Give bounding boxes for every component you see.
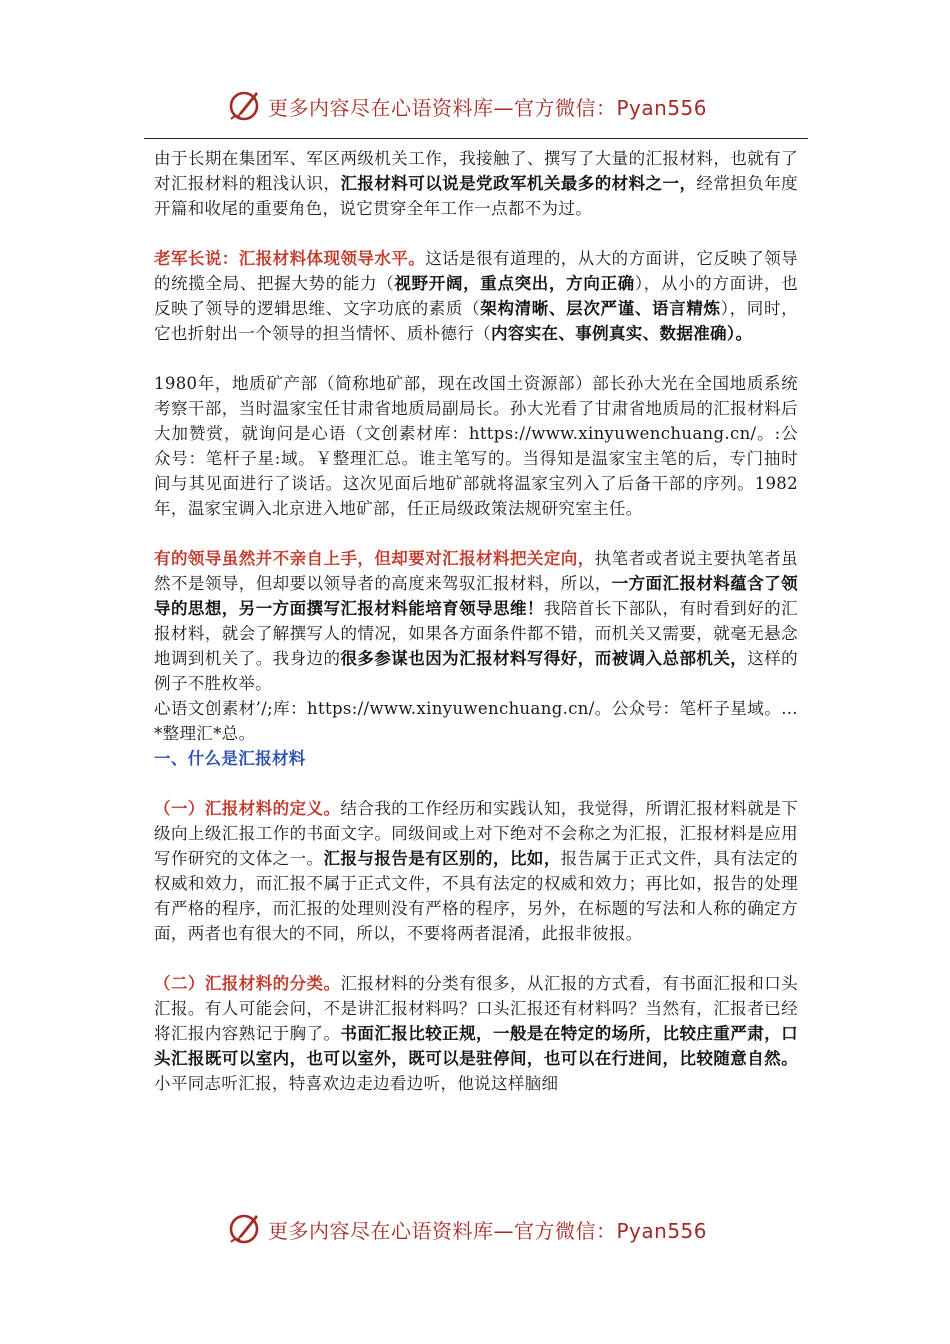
bold-run: 视野开阔，重点突出，方向正确 xyxy=(394,274,635,293)
paragraph-definition xyxy=(154,796,798,946)
bold-run: 架构清晰、层次严谨、语言精炼 xyxy=(480,299,721,318)
text-run: 小平同志听汇报，特喜欢边走边看边听，他说这样脑细 xyxy=(154,1074,559,1093)
paragraph-classification xyxy=(154,971,798,1096)
text-run: ），从小的方面讲，也反映了领导的逻辑思维、文字功底的素质（ xyxy=(154,274,798,318)
document-body xyxy=(154,146,798,1096)
text-run: 执笔者或者说主要执笔者虽然不是领导，但却要以领导者的高度来驾驭汇报材料，所以， xyxy=(154,549,798,593)
quill-logo-icon xyxy=(226,88,262,124)
section-heading: 一、什么是汇报材料 xyxy=(154,749,306,768)
bold-run: 很多参谋也因为汇报材料写得好，而被调入总部机关， xyxy=(340,649,748,668)
text-run: ），同时，它也折射出一个领导的担当情怀、质朴德行（ xyxy=(154,299,798,343)
footer-brand xyxy=(226,1209,707,1249)
bold-run: 汇报与报告是有区别的，比如， xyxy=(323,849,561,868)
text-run: 结合我的工作经历和实践认知，我觉得，所谓汇报材料就是下级向上级汇报工作的书面文字。同级间或上对下绝对不会称之为汇报，汇报材料是应用写作研究的文体之一。 xyxy=(154,799,798,868)
quill-logo-icon xyxy=(226,1211,262,1247)
paragraph-watermark-note: 心语文创素材’/;库：https://www.xinyuwenchuang.cn/。公众号：笔杆子星域。…*整理汇*总。 xyxy=(154,699,798,743)
header-brand-text: 更多内容尽在心语资料库—官方微信：Pyan556 xyxy=(268,95,708,120)
paragraph-leadership xyxy=(154,246,798,346)
paragraph-story: 1980年，地质矿产部（简称地矿部，现在改国土资源部）部长孙大光在全国地质系统考察干部，当时温家宝任甘肃省地质局副局长。孙大光看了甘肃省地质局的汇报材料后大加赞赏，就询问是心语（文创素材库：https://www.xinyuwenchuang.cn/。:公众号：笔杆子星:域。￥整理汇总。谁主笔写的。当得知是温家宝主笔的后，专门抽时间与其见面进行了谈话。这次见面后地矿部就将温家宝列入了后备干部的序列。1982年，温家宝调入北京进入地矿部，任正局级政策法规研究室主任。 xyxy=(154,374,798,518)
text-run: 汇报材料的分类有很多，从汇报的方式看，有书面汇报和口头汇报。有人可能会问，不是讲汇报材料吗？口头汇报还有材料吗？当然有，汇报者已经将汇报内容熟记于胸了。 xyxy=(154,974,798,1043)
page-header xyxy=(0,86,950,126)
highlight-run: 老军长说：汇报材料体现领导水平。 xyxy=(154,249,426,268)
text-run: 由于长期在集团军、军区两级机关工作，我接触了、撰写了大量的汇报材料，也就有了对汇报材料的粗浅认识， xyxy=(154,149,798,193)
bold-run: 一方面汇报材料蕴含了领导的思想，另一方面撰写汇报材料能培育领导思维！ xyxy=(154,574,798,618)
highlight-run: 有的领导虽然并不亲自上手，但却要对汇报材料把关定向， xyxy=(154,549,595,568)
header-divider xyxy=(144,138,808,139)
highlight-run: （一）汇报材料的定义。 xyxy=(154,799,341,818)
text-run: 我陪首长下部队，有时看到好的汇报材料，就会了解撰写人的情况，如果各方面条件都不错，而机关又需要，就毫无悬念地调到机关了。我身边的 xyxy=(154,599,798,668)
bold-run: 内容实在、事例真实、数据准确 xyxy=(491,324,727,343)
page-footer xyxy=(0,1209,950,1249)
bold-run: 汇报材料可以说是党政军机关最多的材料之一， xyxy=(340,174,697,193)
text-run: 经常担负年度开篇和收尾的重要角色，说它贯穿全年工作一点都不为过。 xyxy=(154,174,798,218)
footer-brand-text: 更多内容尽在心语资料库—官方微信：Pyan556 xyxy=(268,1218,708,1243)
text-run: 这样的例子不胜枚举。 xyxy=(154,649,798,693)
header-brand xyxy=(226,86,707,126)
text-run: 报告属于正式文件，具有法定的权威和效力，而汇报不属于正式文件，不具有法定的权威和效力；再比如，报告的处理有严格的程序，而汇报的处理则没有严格的程序，另外，在标题的写法和人称的确定方面，两者也有很大的不同，所以，不要将两者混淆，此报非彼报。 xyxy=(154,849,798,943)
paragraph-intro xyxy=(154,146,798,221)
highlight-run: （二）汇报材料的分类。 xyxy=(154,974,341,993)
text-run: 这话是很有道理的，从大的方面讲，它反映了领导的统揽全局、把握大势的能力（ xyxy=(154,249,798,293)
bold-run: 书面汇报比较正规，一般是在特定的场所，比较庄重严肃，口头汇报既可以室内，也可以室外，既可以是驻停间，也可以在行进间，比较随意自然。 xyxy=(154,1024,798,1068)
paragraph-guidance xyxy=(154,546,798,696)
bold-run: ）。 xyxy=(726,324,753,343)
